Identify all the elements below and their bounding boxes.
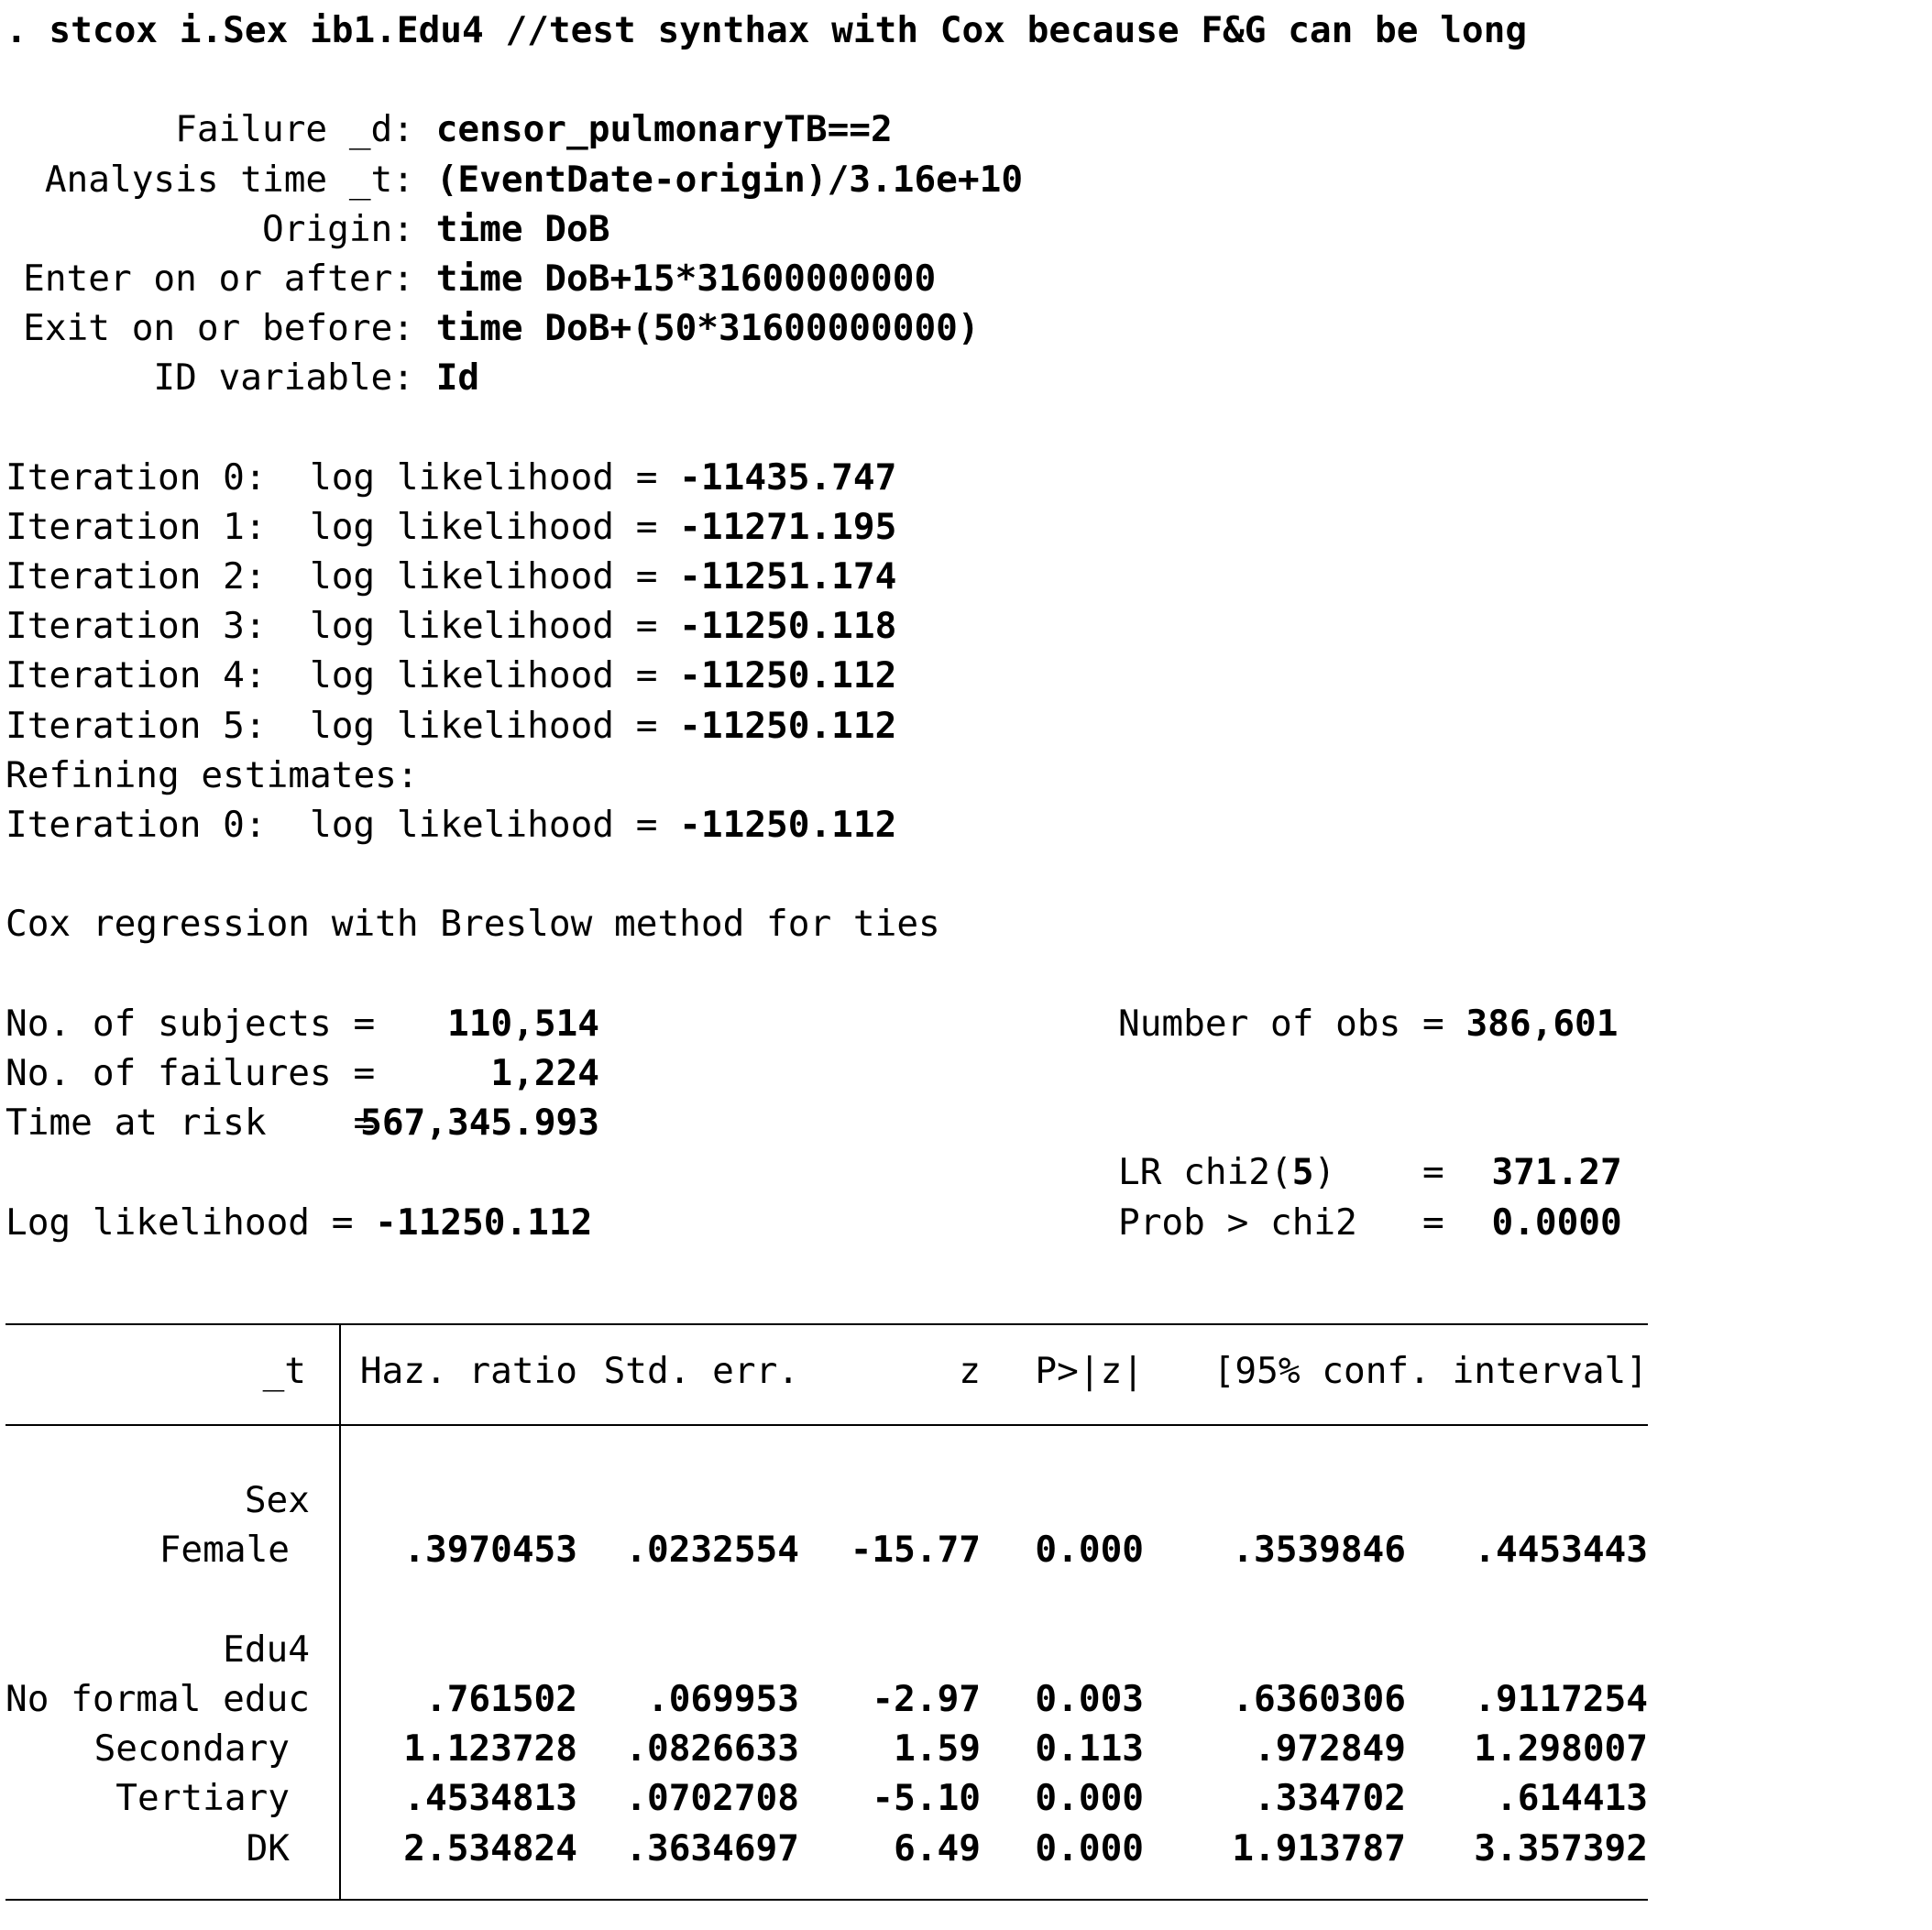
iteration-value: -11251.174 <box>679 555 897 598</box>
row-label: Secondary <box>5 1724 341 1773</box>
table-header-row <box>5 1325 1648 1424</box>
iteration-text: log likelihood = <box>310 654 680 697</box>
group-name: Sex <box>5 1475 341 1525</box>
row-label: Female <box>5 1525 341 1574</box>
setting-value: censor_pulmonaryTB==2 <box>435 108 893 151</box>
header-std-err: Std. err. <box>603 1350 799 1392</box>
iteration-value: -11271.195 <box>679 505 897 548</box>
setting-failure <box>5 104 1921 154</box>
row-haz-ratio: 1.123728 <box>403 1727 577 1771</box>
stats-row-1 <box>5 999 1921 1048</box>
group-name: Edu4 <box>5 1625 341 1674</box>
iteration-label: Iteration 3: <box>5 605 267 648</box>
row-haz-ratio: .4534813 <box>403 1777 577 1820</box>
coefficient-table <box>5 1323 1648 1901</box>
table-row <box>5 1724 1648 1773</box>
row-p: 0.000 <box>1035 1777 1144 1820</box>
table-bottom-rule <box>5 1899 1648 1901</box>
blank-line <box>5 949 1921 999</box>
row-z: -15.77 <box>850 1529 981 1572</box>
header-var: _t <box>5 1325 341 1424</box>
row-p: 0.000 <box>1035 1826 1144 1870</box>
iteration-value: -11250.112 <box>679 654 897 697</box>
setting-value: (EventDate-origin)/3.16e+10 <box>435 158 1024 201</box>
iteration-text: log likelihood = <box>310 555 680 598</box>
iteration-line <box>5 601 1921 651</box>
iteration-text: log likelihood = <box>310 605 680 648</box>
setting-value: Id <box>435 356 480 400</box>
row-p: 0.000 <box>1035 1529 1144 1572</box>
stats-row-3 <box>5 1098 1921 1147</box>
model-title: Cox regression with Breslow method for ties <box>5 903 940 946</box>
row-p: 0.113 <box>1035 1727 1144 1771</box>
blank-line <box>5 403 1921 453</box>
row-z: -5.10 <box>872 1777 981 1820</box>
row-std-err: .069953 <box>646 1677 799 1720</box>
setting-label: Exit on or before: <box>23 307 414 350</box>
row-p: 0.003 <box>1035 1677 1144 1720</box>
table-row <box>5 1525 1648 1574</box>
iteration-label: Iteration 5: <box>5 704 267 747</box>
subjects-value: 110,514 <box>446 1002 599 1045</box>
row-ci-high: .614413 <box>1495 1777 1648 1820</box>
setting-origin <box>5 204 1921 254</box>
row-z: 6.49 <box>894 1826 981 1870</box>
failures-label: No. of failures = <box>5 1051 376 1094</box>
setting-value: time DoB+15*31600000000 <box>435 257 937 300</box>
loglik-label: Log likelihood = <box>5 1201 376 1244</box>
command-line: . stcox i.Sex ib1.Edu4 //test synthax with Cox because F&G can be long <box>5 9 1528 51</box>
row-ci-low: .3539846 <box>1232 1529 1406 1572</box>
row-ci-high: 3.357392 <box>1474 1826 1648 1870</box>
row-label: No formal educ <box>5 1674 341 1724</box>
iteration-text: log likelihood = <box>310 704 680 747</box>
setting-enter <box>5 254 1921 303</box>
row-std-err: .0826633 <box>625 1727 799 1771</box>
setting-value: time DoB+(50*31600000000) <box>435 307 980 350</box>
risk-value: 567,345.993 <box>360 1102 599 1145</box>
setting-exit <box>5 303 1921 353</box>
row-std-err: .0702708 <box>625 1777 799 1820</box>
setting-label: Enter on or after: <box>23 257 414 300</box>
iteration-line <box>5 651 1921 700</box>
row-haz-ratio: 2.534824 <box>403 1826 577 1870</box>
row-std-err: .3634697 <box>625 1826 799 1870</box>
iteration-label: Iteration 0: <box>5 455 267 499</box>
row-label: DK <box>5 1824 341 1873</box>
row-haz-ratio: .3970453 <box>403 1529 577 1572</box>
stata-results-output <box>5 5 1921 1247</box>
row-ci-low: .6360306 <box>1232 1677 1406 1720</box>
row-label: Tertiary <box>5 1773 341 1823</box>
table-row <box>5 1824 1648 1873</box>
iteration-label: Iteration 4: <box>5 654 267 697</box>
table-spacer <box>5 1426 1648 1475</box>
prob-label: Prob > chi2 = <box>1118 1201 1444 1244</box>
table-spacer <box>5 1575 1648 1625</box>
stats-row-2 <box>5 1048 1921 1098</box>
subjects-label: No. of subjects = <box>5 1002 376 1045</box>
blank-line <box>5 850 1921 899</box>
iteration-value: -11250.112 <box>679 804 897 846</box>
row-ci-low: .334702 <box>1253 1777 1406 1820</box>
setting-label: Origin: <box>261 207 414 250</box>
iteration-line <box>5 800 1921 850</box>
setting-analysis-time <box>5 155 1921 204</box>
lr-value: 371.27 <box>1491 1151 1622 1194</box>
iteration-value: -11250.112 <box>679 704 897 747</box>
stats-row-5 <box>5 1198 1921 1247</box>
iteration-value: -11435.747 <box>679 455 897 499</box>
obs-label: Number of obs = <box>1118 1002 1466 1045</box>
lr-label-end: ) = <box>1313 1151 1444 1194</box>
iteration-value: -11250.118 <box>679 605 897 648</box>
row-ci-high: .4453443 <box>1474 1529 1648 1572</box>
row-haz-ratio: .761502 <box>424 1677 577 1720</box>
iteration-label: Iteration 2: <box>5 555 267 598</box>
stats-row-4 <box>5 1147 1921 1197</box>
iteration-text: log likelihood = <box>310 455 680 499</box>
refining-line: Refining estimates: <box>5 753 419 796</box>
failures-value: 1,224 <box>490 1051 599 1094</box>
lr-label: LR chi2( <box>1118 1151 1292 1194</box>
iteration-text: log likelihood = <box>310 505 680 548</box>
row-z: -2.97 <box>872 1677 981 1720</box>
group-header-row <box>5 1475 1648 1525</box>
row-ci-low: 1.913787 <box>1232 1826 1406 1870</box>
loglik-value: -11250.112 <box>375 1201 593 1244</box>
row-std-err: .0232554 <box>625 1529 799 1572</box>
iteration-label: Iteration 0: <box>5 804 267 846</box>
table-row <box>5 1674 1648 1724</box>
header-z: z <box>959 1350 981 1392</box>
setting-id-variable <box>5 353 1921 402</box>
iteration-text: log likelihood = <box>310 804 680 846</box>
iteration-line <box>5 453 1921 502</box>
table-row <box>5 1773 1648 1823</box>
row-z: 1.59 <box>894 1727 981 1771</box>
setting-label: Analysis time _t: <box>44 158 414 201</box>
table-spacer <box>5 1873 1648 1899</box>
group-header-row <box>5 1625 1648 1674</box>
blank-line <box>5 55 1921 104</box>
row-ci-high: .9117254 <box>1474 1677 1648 1720</box>
setting-label: Failure _d: <box>175 108 414 151</box>
iteration-line <box>5 701 1921 751</box>
row-ci-high: 1.298007 <box>1474 1727 1648 1771</box>
setting-value: time DoB <box>435 207 610 250</box>
iteration-label: Iteration 1: <box>5 505 267 548</box>
header-p: P>|z| <box>1035 1350 1144 1392</box>
header-conf-interval: [95% conf. interval] <box>1213 1350 1648 1392</box>
setting-label: ID variable: <box>153 356 414 400</box>
lr-df: 5 <box>1291 1151 1314 1194</box>
prob-value: 0.0000 <box>1491 1201 1622 1244</box>
header-haz-ratio: Haz. ratio <box>359 1350 577 1392</box>
obs-value: 386,601 <box>1465 1002 1619 1045</box>
iteration-line <box>5 552 1921 601</box>
iteration-line <box>5 502 1921 552</box>
risk-label: Time at risk = <box>5 1102 376 1145</box>
row-ci-low: .972849 <box>1253 1727 1406 1771</box>
